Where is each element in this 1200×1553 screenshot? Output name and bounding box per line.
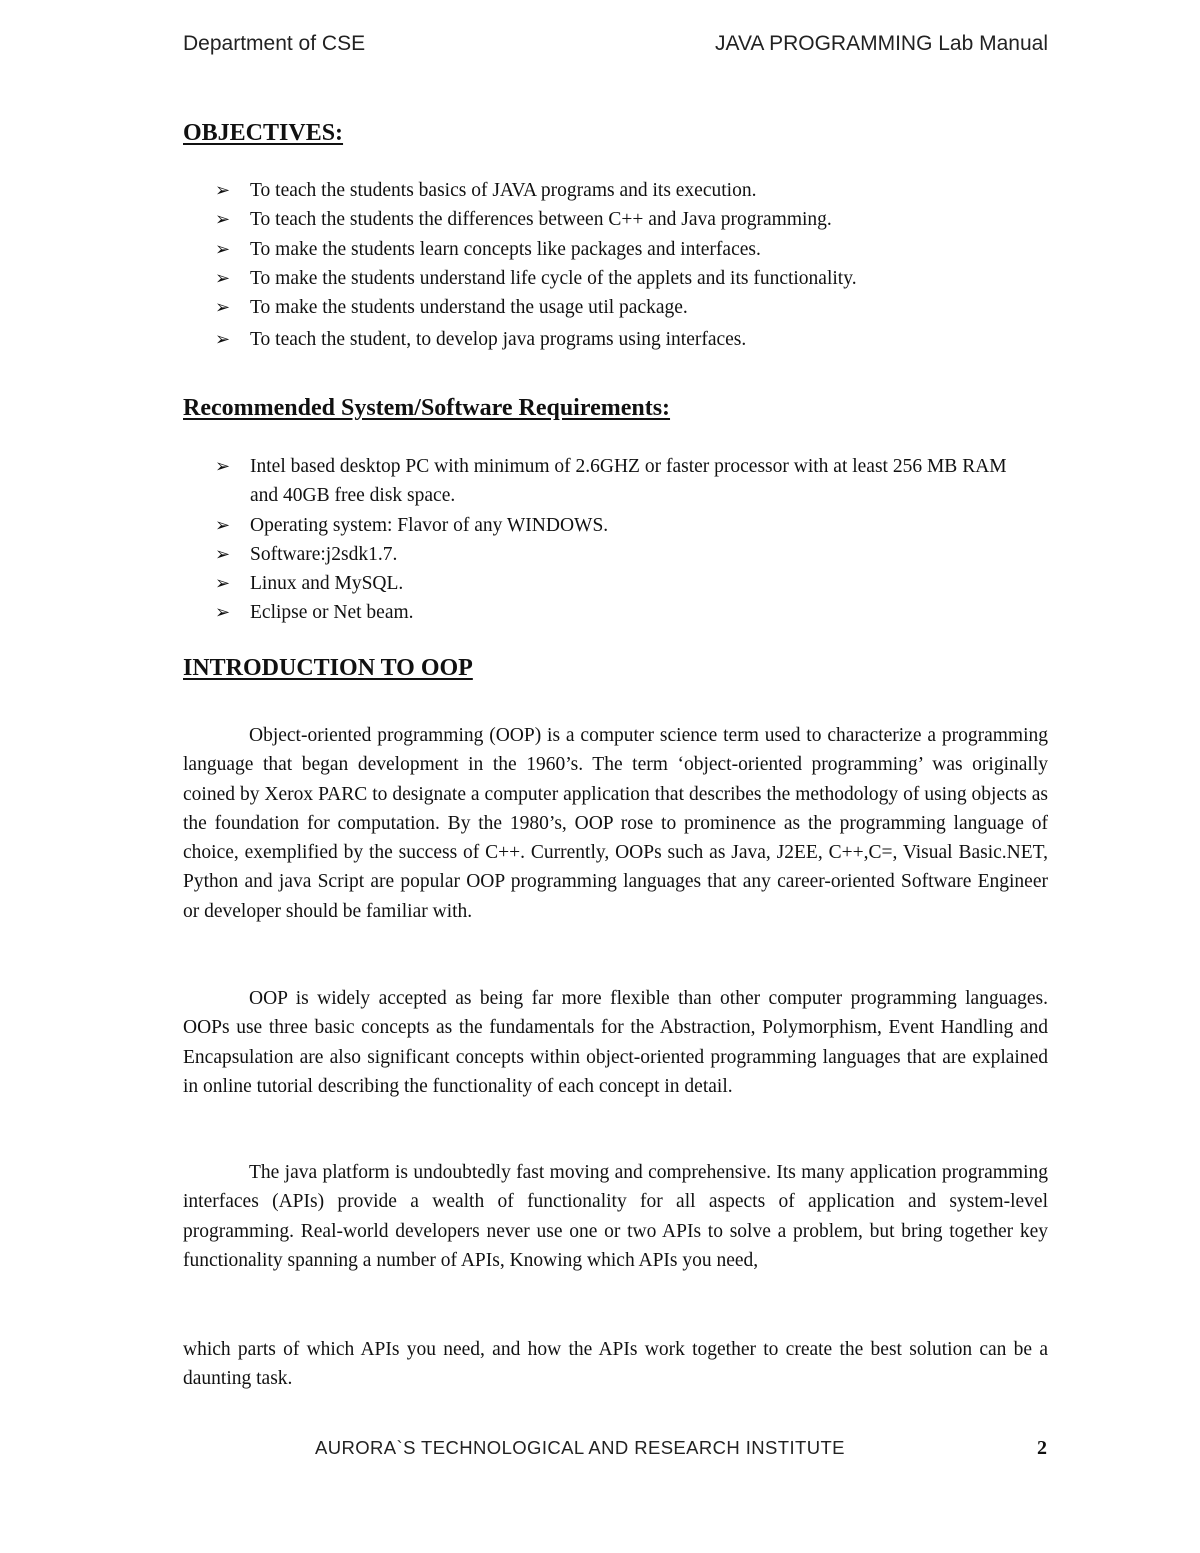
arrowhead-bullet-icon: ➢: [215, 180, 231, 201]
list-item: ➢ To make the students understand the usage util package.: [215, 293, 1045, 322]
list-item: ➢ To teach the student, to develop java programs using interfaces.: [215, 325, 1045, 354]
requirements-list: [215, 452, 1025, 628]
intro-paragraph-3: The java platform is undoubtedly fast moving and comprehensive. Its many application programming interfaces (APIs) provide a wealth of functionality for all aspects of application and system-level programming. Real-world developers never use one or two APIs to solve a problem, but bring together key functionality spanning a number of APIs, Knowing which APIs you need,: [183, 1162, 1048, 1271]
intro-paragraph-2: OOP is widely accepted as being far more flexible than other computer programming languages. OOPs use three basic concepts as the fundamentals for the Abstraction, Polymorphism, Event Handling and Encapsulation are also significant concepts within object-oriented programming languages that are explained in online tutorial describing the functionality of each concept in detail.: [183, 988, 1048, 1097]
list-item: ➢ Intel based desktop PC with minimum of 2.6GHZ or faster processor with at least 256 MB RAM and 40GB free disk space.: [215, 452, 1025, 511]
intro-paragraph-1: Object-oriented programming (OOP) is a computer science term used to characterize a programming language that began development in the 1960’s. The term ‘object-oriented programming’ was originally coined by Xerox PARC to designate a computer application that describes the methodology of using objects as the foundation for computation. By the 1980’s, OOP rose to prominence as the programming language of choice, exemplified by the success of C++. Currently, OOPs such as Java, J2EE, C++,C=, Visual Basic.NET, Python and java Script are popular OOP programming languages that any career-oriented Software Engineer or developer should be familiar with.: [183, 725, 1048, 922]
list-item: ➢ To make the students understand life cycle of the applets and its functionality.: [215, 264, 1045, 293]
list-item: ➢ To make the students learn concepts like packages and interfaces.: [215, 235, 1045, 264]
arrowhead-bullet-icon: ➢: [215, 514, 231, 536]
arrowhead-bullet-icon: ➢: [215, 602, 231, 624]
arrowhead-bullet-icon: ➢: [215, 297, 231, 319]
requirements-heading: Recommended System/Software Requirements:: [183, 395, 671, 421]
header-department: Department of CSE: [183, 32, 366, 55]
arrowhead-bullet-icon: ➢: [215, 456, 231, 477]
objectives-list: [215, 176, 1045, 355]
list-item: ➢ To teach the students basics of JAVA programs and its execution.: [215, 176, 1045, 205]
list-item: ➢ Software:j2sdk1.7.: [215, 540, 1025, 569]
header-manual-title: JAVA PROGRAMMING Lab Manual: [715, 32, 1048, 55]
list-item: ➢ Eclipse or Net beam.: [215, 598, 1025, 627]
arrowhead-bullet-icon: ➢: [215, 267, 231, 289]
arrowhead-bullet-icon: ➢: [215, 238, 231, 260]
footer-institute: AURORA`S TECHNOLOGICAL AND RESEARCH INSTITUTE: [315, 1437, 845, 1458]
list-item: ➢ Linux and MySQL.: [215, 569, 1025, 598]
arrowhead-bullet-icon: ➢: [215, 573, 231, 595]
objectives-heading: OBJECTIVES:: [183, 120, 344, 146]
list-item: ➢ To teach the students the differences between C++ and Java programming.: [215, 205, 1045, 234]
page-number: 2: [1037, 1437, 1047, 1459]
arrowhead-bullet-icon: ➢: [215, 543, 231, 565]
intro-paragraph-4: which parts of which APIs you need, and how the APIs work together to create the best solution can be a daunting task.: [183, 1339, 1048, 1390]
arrowhead-bullet-icon: ➢: [215, 329, 231, 351]
arrowhead-bullet-icon: ➢: [215, 209, 231, 231]
list-item: ➢ Operating system: Flavor of any WINDOWS.: [215, 511, 1025, 540]
intro-heading: INTRODUCTION TO OOP: [183, 655, 473, 681]
